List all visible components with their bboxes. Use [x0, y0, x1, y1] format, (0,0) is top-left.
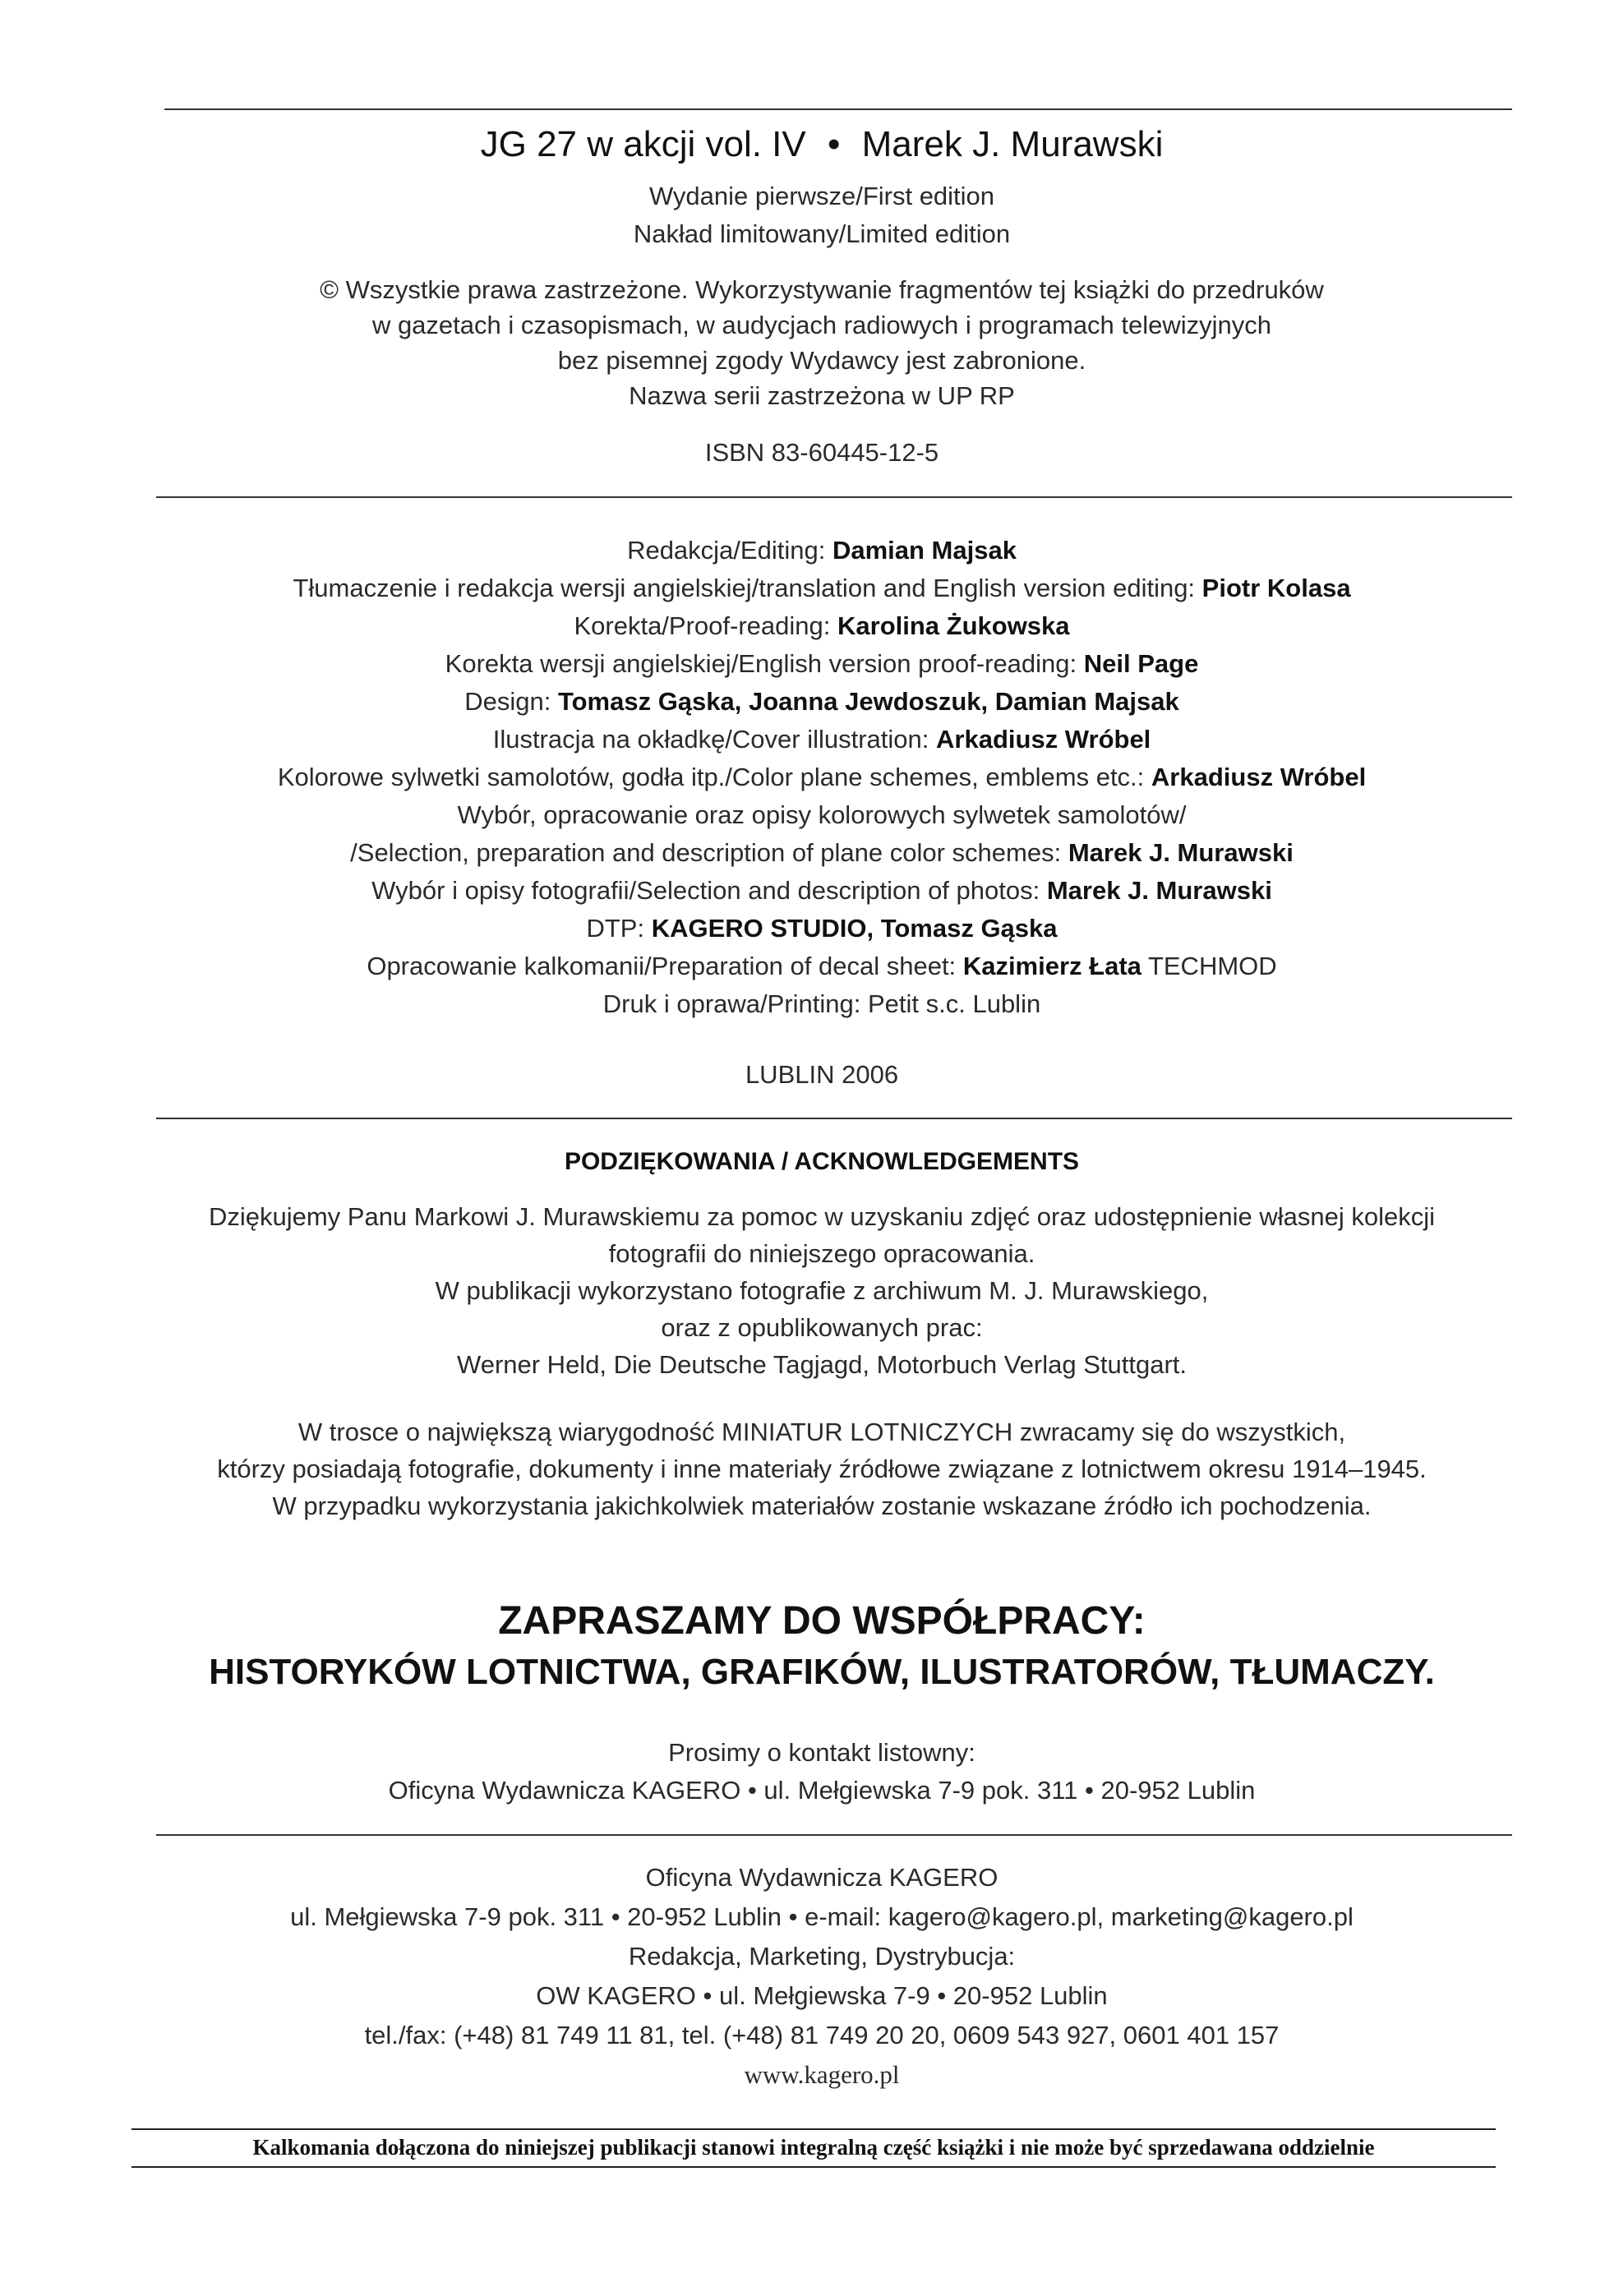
credit-tail: TECHMOD	[1141, 952, 1277, 980]
place-year: LUBLIN 2006	[745, 1060, 899, 1089]
credit-line	[123, 872, 1520, 910]
publisher-dept: Redakcja, Marketing, Dystrybucja:	[628, 1942, 1016, 1971]
credit-name: Arkadiusz Wróbel	[1151, 763, 1367, 791]
credit-line	[123, 758, 1520, 796]
credit-label: DTP:	[586, 914, 645, 943]
credit-name: Neil Page	[1083, 649, 1199, 678]
credit-name: Marek J. Murawski	[1068, 838, 1294, 867]
credit-name: KAGERO STUDIO, Tomasz Gąska	[651, 914, 1058, 943]
edition-line-1: Wydanie pierwsze/First edition	[648, 182, 995, 210]
credit-label: Wybór i opisy fotografii/Selection and description of photos:	[371, 876, 1040, 905]
top-divider	[164, 108, 1512, 110]
ack-line-6: W trosce o największą wiarygodność MINIATUR LOTNICZYCH zwracamy się do wszystkich,	[297, 1418, 1346, 1446]
credit-label: Tłumaczenie i redakcja wersji angielskiej/translation and English version editing:	[293, 574, 1196, 602]
credit-label: /Selection, preparation and description of plane color schemes:	[350, 838, 1062, 867]
book-author: Marek J. Murawski	[861, 124, 1164, 164]
credit-line	[123, 645, 1520, 683]
credit-name: Kazimierz Łata	[962, 952, 1141, 980]
rights-line-1: © Wszystkie prawa zastrzeżone. Wykorzystywanie fragmentów tej książki do przedruków	[320, 275, 1324, 304]
credit-name: Arkadiusz Wróbel	[936, 725, 1151, 754]
decal-notice: Kalkomania dołączona do niniejszej publikacji stanowi integralną część książki i nie może być sprzedawana oddzielnie	[131, 2128, 1496, 2168]
credit-line	[123, 569, 1520, 607]
credit-line	[123, 947, 1520, 985]
book-title-line	[123, 122, 1520, 168]
publisher-phones: tel./fax: (+48) 81 749 11 81, tel. (+48) 81 749 20 20, 0609 543 927, 0601 401 157	[364, 2021, 1280, 2049]
credit-label: Druk i oprawa/Printing: Petit s.c. Lublin	[602, 989, 1041, 1018]
ack-line-3: W publikacji wykorzystano fotografie z archiwum M. J. Murawskiego,	[435, 1276, 1209, 1305]
credit-label: Korekta/Proof-reading:	[574, 611, 831, 640]
rights-line-3: bez pisemnej zgody Wydawcy jest zabronione.	[557, 346, 1086, 375]
contact-address: Oficyna Wydawnicza KAGERO • ul. Mełgiewska 7-9 pok. 311 • 20-952 Lublin	[388, 1776, 1256, 1805]
acknowledgements-heading: PODZIĘKOWANIA / ACKNOWLEDGEMENTS	[564, 1148, 1080, 1175]
contact-intro: Prosimy o kontakt listowny:	[668, 1738, 975, 1767]
credit-line	[123, 607, 1520, 645]
credit-label: Kolorowe sylwetki samolotów, godła itp./Color plane schemes, emblems etc.:	[277, 763, 1145, 791]
publisher-website: www.kagero.pl	[744, 2060, 900, 2089]
credit-name: Tomasz Gąska, Joanna Jewdoszuk, Damian Majsak	[557, 687, 1179, 716]
invitation-line-2: HISTORYKÓW LOTNICTWA, GRAFIKÓW, ILUSTRATORÓW, TŁUMACZY.	[209, 1652, 1435, 1692]
credit-name: Piotr Kolasa	[1201, 574, 1351, 602]
credit-line	[123, 985, 1520, 1023]
book-title: JG 27 w akcji vol. IV	[480, 124, 806, 164]
ack-line-5: Werner Held, Die Deutsche Tagjagd, Motorbuch Verlag Stuttgart.	[457, 1350, 1187, 1379]
ack-line-8: W przypadku wykorzystania jakichkolwiek materiałów zostanie wskazane źródło ich pochodzenia.	[272, 1491, 1372, 1520]
credit-line	[123, 721, 1520, 758]
ack-line-7: którzy posiadają fotografie, dokumenty i inne materiały źródłowe związane z lotnictwem okresu 1914–1945.	[217, 1455, 1427, 1483]
credit-line	[123, 834, 1520, 872]
distribution-address: OW KAGERO • ul. Mełgiewska 7-9 • 20-952 Lublin	[536, 1981, 1108, 2010]
credit-line	[123, 683, 1520, 721]
credit-label: Opracowanie kalkomanii/Preparation of decal sheet:	[367, 952, 957, 980]
series-line: Nazwa serii zastrzeżona w UP RP	[629, 381, 1015, 410]
title-bullet: •	[828, 124, 841, 164]
isbn: ISBN 83-60445-12-5	[704, 438, 939, 467]
divider-4	[156, 1834, 1512, 1836]
edition-line-2: Nakład limitowany/Limited edition	[633, 219, 1011, 248]
ack-line-2: fotografii do niniejszego opracowania.	[608, 1239, 1035, 1268]
credit-label: Ilustracja na okładkę/Cover illustration:	[492, 725, 929, 754]
credit-name: Damian Majsak	[832, 536, 1017, 565]
ack-line-4: oraz z opublikowanych prac:	[661, 1313, 983, 1342]
divider-3	[156, 1118, 1512, 1119]
divider-2	[156, 496, 1512, 498]
rights-line-2: w gazetach i czasopismach, w audycjach radiowych i programach telewizyjnych	[371, 311, 1272, 339]
publisher-name: Oficyna Wydawnicza KAGERO	[645, 1863, 999, 1892]
credit-label: Wybór, opracowanie oraz opisy kolorowych sylwetek samolotów/	[457, 800, 1187, 829]
credit-label: Korekta wersji angielskiej/English version proof-reading:	[445, 649, 1077, 678]
credit-name: Marek J. Murawski	[1046, 876, 1272, 905]
credit-line	[123, 910, 1520, 947]
credit-line	[123, 796, 1520, 834]
credit-name: Karolina Żukowska	[837, 611, 1070, 640]
ack-line-1: Dziękujemy Panu Markowi J. Murawskiemu za pomoc w uzyskaniu zdjęć oraz udostępnienie własnej kolekcji	[208, 1202, 1436, 1231]
credit-line	[123, 532, 1520, 569]
credit-label: Design:	[464, 687, 551, 716]
invitation-line-1: ZAPRASZAMY DO WSPÓŁPRACY:	[498, 1599, 1146, 1643]
publisher-address: ul. Mełgiewska 7-9 pok. 311 • 20-952 Lublin • e-mail: kagero@kagero.pl, marketing@kagero.pl	[290, 1902, 1354, 1931]
credit-label: Redakcja/Editing:	[627, 536, 826, 565]
